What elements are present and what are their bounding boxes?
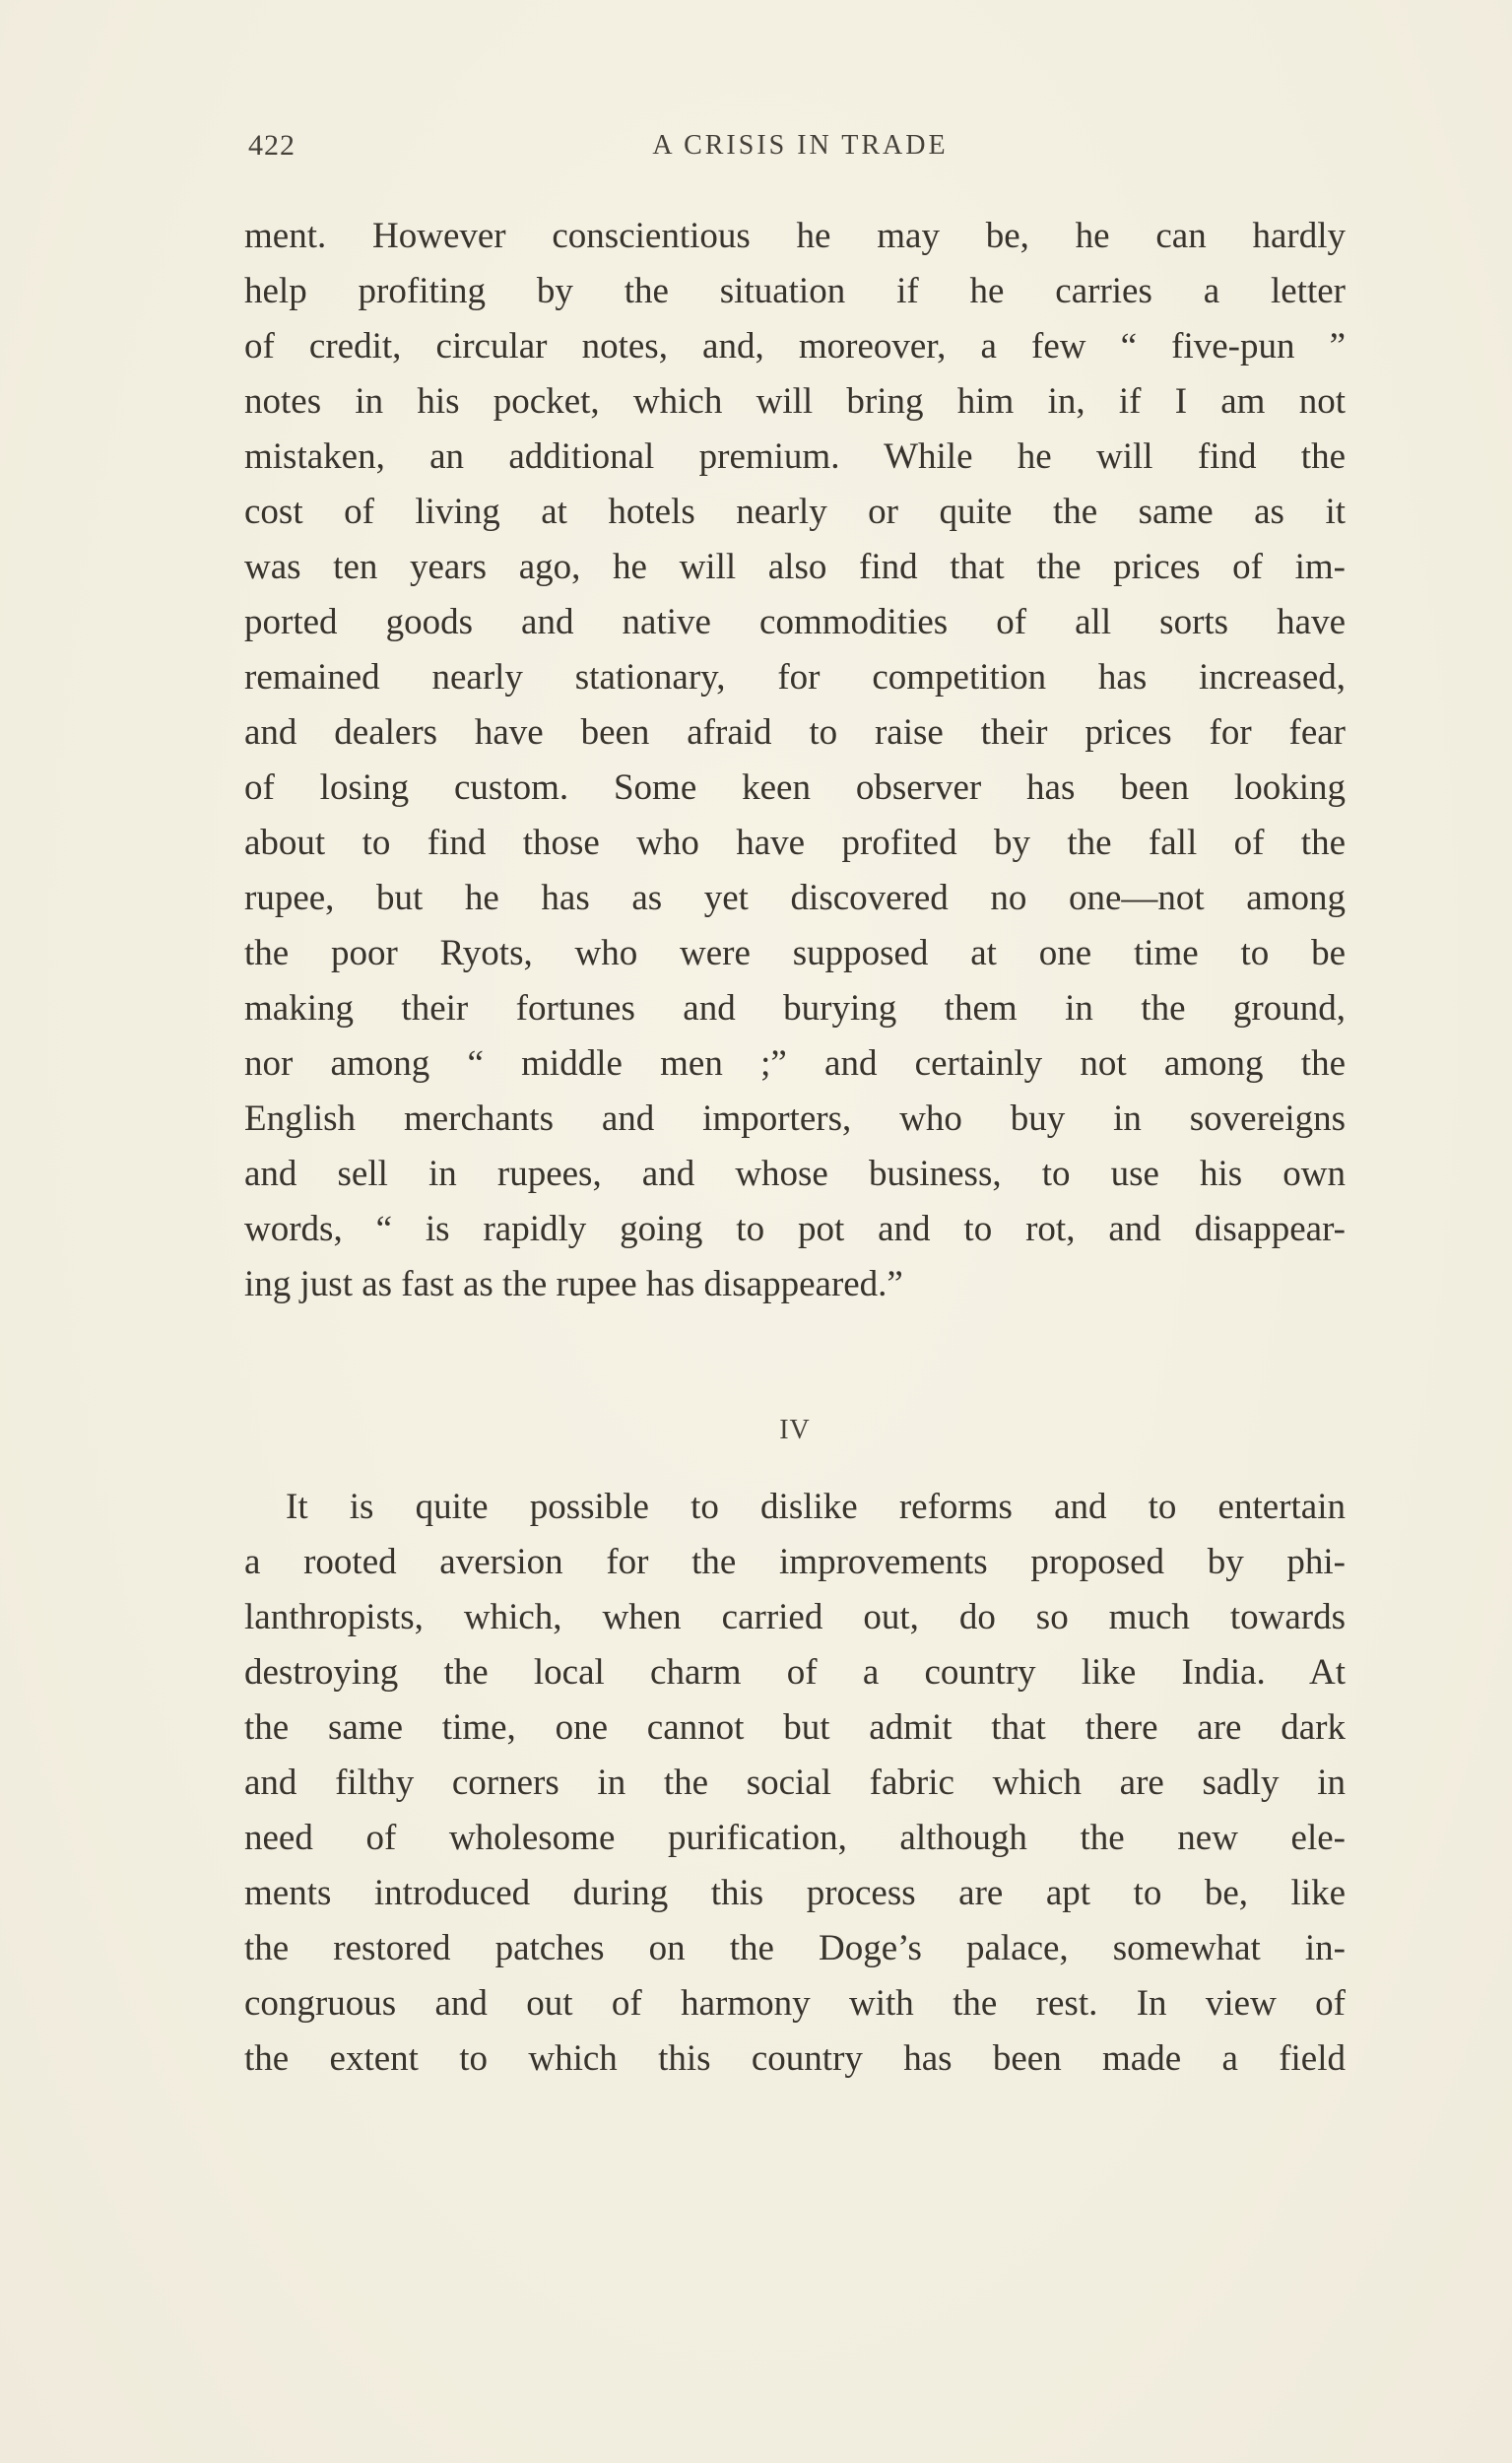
text-line: nor among “ middle men ;” and certainly not among the <box>244 1043 1346 1084</box>
text-line: cost of living at hotels nearly or quite the same as it <box>244 492 1346 532</box>
text-line: and dealers have been afraid to raise their prices for fear <box>244 712 1346 753</box>
running-head <box>246 126 1345 166</box>
text-line: of credit, circular notes, and, moreover, a few “ five-pun ” <box>244 326 1346 366</box>
text-line: ported goods and native commodities of all sorts have <box>244 602 1346 642</box>
page-number: 422 <box>248 129 296 162</box>
text-line: congruous and out of harmony with the rest. In view of <box>244 1983 1346 2024</box>
text-line: the poor Ryots, who were supposed at one time to be <box>244 933 1346 973</box>
text-line: was ten years ago, he will also find that the prices of im- <box>244 547 1346 587</box>
paragraph-continued <box>244 209 1346 1312</box>
text-line: ment. However conscientious he may be, he can hardly <box>244 216 1346 256</box>
text-line: need of wholesome purification, although the new ele- <box>244 1818 1346 1858</box>
text-line: lanthropists, which, when carried out, do so much towards <box>244 1597 1346 1637</box>
text-line: a rooted aversion for the improvements proposed by phi- <box>244 1542 1346 1582</box>
text-line: the same time, one cannot but admit that there are dark <box>244 1707 1346 1748</box>
text-line: making their fortunes and burying them in the ground, <box>244 988 1346 1029</box>
text-line: the restored patches on the Doge’s palace, somewhat in- <box>244 1928 1346 1968</box>
text-line: words, “ is rapidly going to pot and to rot, and disappear- <box>244 1209 1346 1249</box>
text-line: of losing custom. Some keen observer has been looking <box>244 767 1346 808</box>
text-line: help profiting by the situation if he carries a letter <box>244 271 1346 311</box>
text-line: destroying the local charm of a country like India. At <box>244 1652 1346 1693</box>
section-numeral: IV <box>779 1415 811 1445</box>
text-line: rupee, but he has as yet discovered no one—not among <box>244 878 1346 918</box>
text-line: and filthy corners in the social fabric which are sadly in <box>244 1763 1346 1803</box>
running-title: A CRISIS IN TRADE <box>652 130 949 161</box>
text-line: English merchants and importers, who buy in sovereigns <box>244 1098 1346 1139</box>
text-line: ments introduced during this process are apt to be, like <box>244 1873 1346 1913</box>
text-line: mistaken, an additional premium. While he will find the <box>244 436 1346 477</box>
text-line: It is quite possible to dislike reforms and to entertain <box>286 1487 1346 1527</box>
text-line: and sell in rupees, and whose business, to use his own <box>244 1154 1346 1194</box>
text-line: ing just as fast as the rupee has disappeared.” <box>244 1264 903 1304</box>
text-line: about to find those who have profited by the fall of the <box>244 823 1346 863</box>
text-line: notes in his pocket, which will bring him in, if I am not <box>244 381 1346 422</box>
text-line: remained nearly stationary, for competition has increased, <box>244 657 1346 698</box>
text-line: the extent to which this country has been made a field <box>244 2038 1346 2079</box>
paragraph-section-iv <box>244 1480 1346 2087</box>
